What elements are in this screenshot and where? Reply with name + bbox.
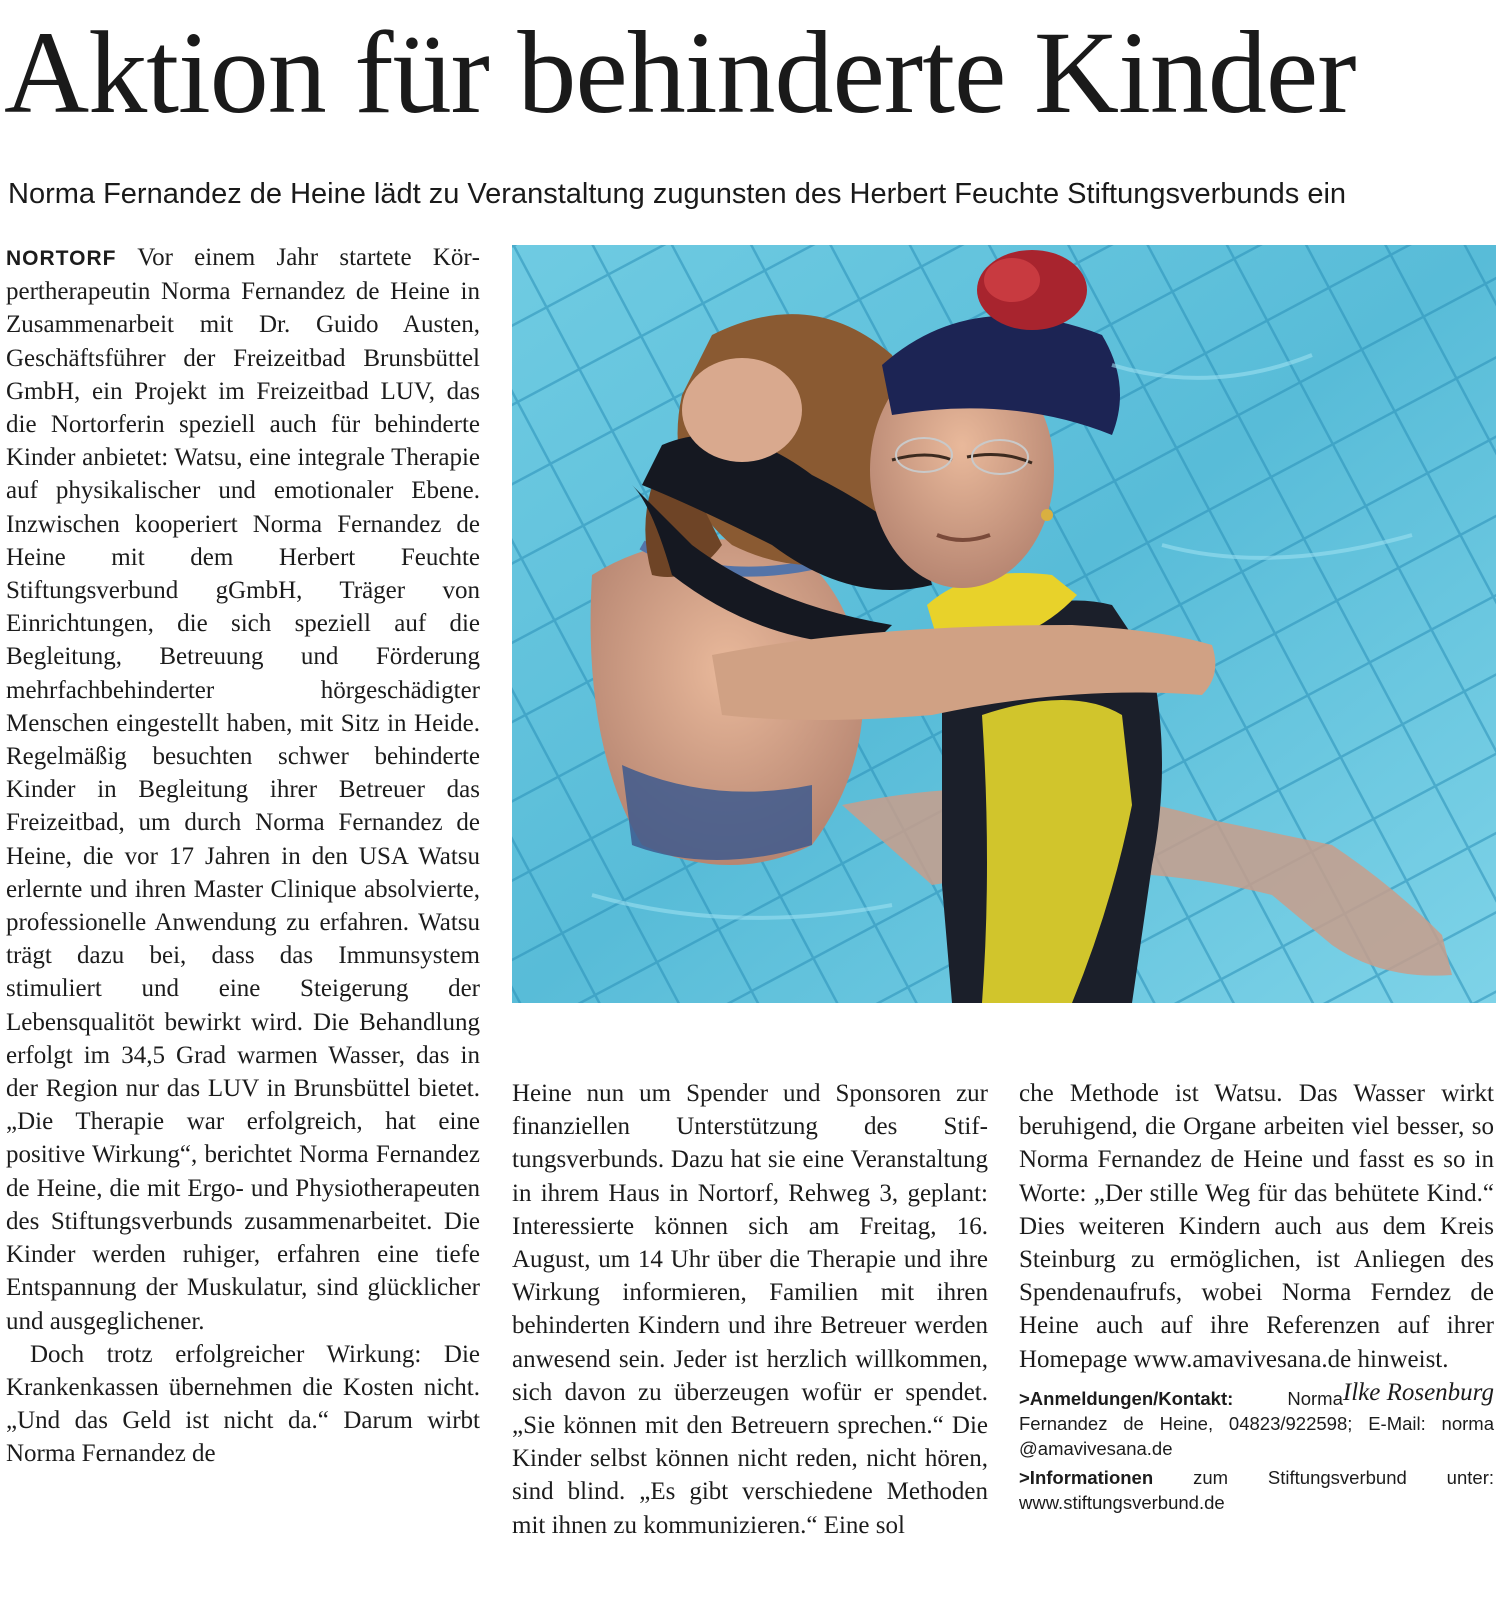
paragraph: Heine nun um Spender und Sponsoren zur finanziellen Unterstützung des Stiftungsverbunds. Dazu hat sie eine Veranstaltung in ihrem Haus in Nortorf, Rehweg 3, geplant: Interessierte können sich am Freitag, 16. August, um 14 Uhr über die Therapie und ihre Wirkung informieren, Familien mit ihren behinderten Kindern und ihre Betreuer werden anwesend sein. Jeder ist herzlich willkommen, sich davon zu überzeugen wofür er spendet. „Sie können mit den Betreuern sprechen.“ Die Kinder selbst können nicht reden, nicht hören, sind blind. „Es gibt verschiedene Methoden mit ihnen zu kommunizieren.“ Eine sol (512, 1080, 988, 1539)
info-box (1019, 1465, 1494, 1515)
author-byline: Ilke Rosenburg (1342, 1378, 1494, 1406)
article-photo (512, 245, 1496, 1003)
paragraph-text: Vor einem Jahr startete Körpertherapeutin Norma Fernandez de Heine in Zusammenarbeit mit Dr. Guido Austen, Geschäftsführer der Freizeitbad Brunsbüttel GmbH, ein Projekt im Freizeitbad LUV, das die Nortorferin speziell auch für behinderte Kinder anbietet: Watsu, eine integrale Therapie auf physikalischer und emotionaler Ebene. Inzwischen kooperiert Norma Fernandez de Heine mit dem Herbert Feuchte Stiftungsverbund gGmbH, Träger von Einrichtungen, die sich speziell auf die Begleitung, Betreuung und Förderung mehrfachbehinderter hörgeschädigter Menschen eingestellt haben, mit Sitz in Heide. Regelmäßig besuchten schwer behinderte Kinder in Begleitung ihrer Betreuer das Freizeitbad, um durch Norma Fernandez de Heine, die vor 17 Jahren in den USA Watsu erlernte und ihren Master Clinique absolvierte, professionelle Anwendung zu erfahren. Watsu trägt dazu bei, dass das Immunsystem stimuliert und eine Steigerung der Lebensqualitöt bewirkt wird. Die Behandlung erfolgt im 34,5 Grad warmen Wasser, das in der Region nur das LUV in Brunsbüttel bietet. „Die Therapie war erfolgreich, hat eine positive Wirkung“, berichtet Norma Fernandez de Heine, die mit Ergo- und Physiotherapeuten des Stiftungsverbunds zusammenarbeitet. Die Kinder werden ruhiger, erfahren eine tiefe Entspannung der Muskulatur, sind glücklicher und ausgeglichener. (6, 244, 480, 1335)
info-text: zum Stiftungsverbund unter: www.stiftungsverbund.de (1019, 1466, 1494, 1513)
paragraph: Doch trotz erfolgreicher Wirkung: Die Krankenkassen übernehmen die Kosten nicht. „Und das Geld ist nicht da.“ Darum wirbt Norma Fernandez de (6, 1340, 480, 1468)
headline: Aktion für behinderte Kinder (4, 7, 1356, 138)
info-label: >Informationen (1019, 1466, 1154, 1488)
subheadline: Norma Fernandez de Heine lädt zu Veranstaltung zugunsten des Herbert Feuchte Stiftungsverbunds ein (8, 178, 1347, 210)
paragraph (6, 241, 480, 1338)
dateline: NORTORF (6, 247, 117, 270)
paragraph-text: che Methode ist Watsu. Das Wasser wirkt beruhigend, die Organe arbeiten viel besser, so Norma Fernandez de Heine und fasst es so in Worte: „Der stille Weg für das behütete Kind.“ Dies weiteren Kindern auch aus dem Kreis Steinburg zu ermöglichen, ist Anliegen des Spendenaufrufs, wobei Norma Ferndez de Heine auch auf ihre Referenzen auf ihrer Homepage www.amavivesana.de hinweist. (1019, 1080, 1494, 1373)
article-column-1 (6, 241, 480, 1471)
article-column-3 (1019, 1077, 1494, 1515)
watsu-pool-photo (512, 245, 1496, 1003)
contact-text: Norma Fernandez de Heine, 04823/922598; E-Mail: norma @amavivesana.de (1019, 1387, 1494, 1459)
article-column-2 (512, 1077, 988, 1542)
contact-label: >Anmeldungen/Kontakt: (1019, 1387, 1234, 1409)
